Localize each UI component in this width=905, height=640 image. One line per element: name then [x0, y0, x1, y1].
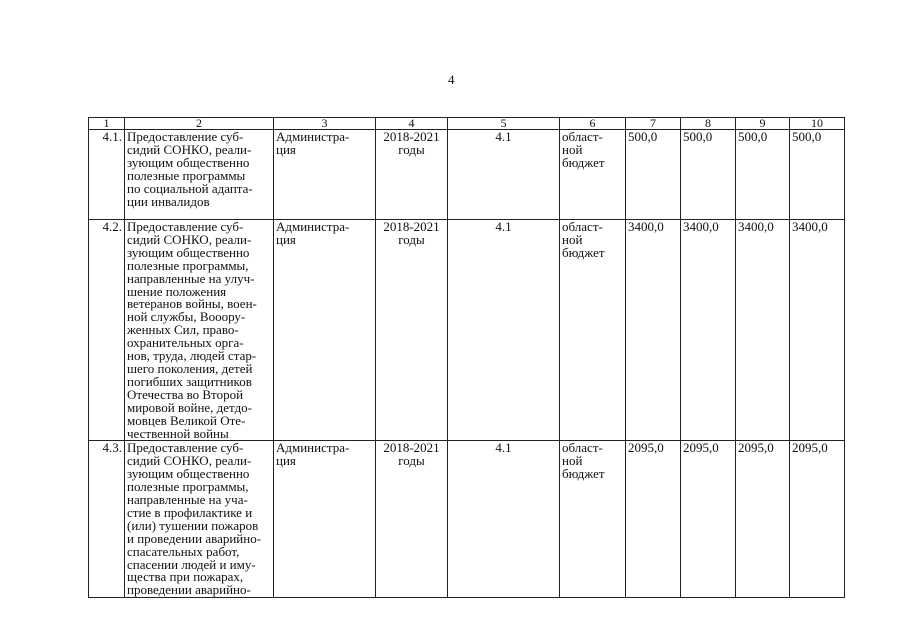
row-funding-source-line: област- — [562, 219, 603, 234]
row-description-line: шего поколения, детей — [127, 360, 253, 376]
row-description-line: чественной войны — [127, 425, 229, 441]
row-value-2021: 500,0 — [790, 130, 845, 220]
row-number: 4.3. — [89, 441, 125, 598]
row-funding-source-line: ной — [562, 453, 583, 469]
row-executor-line: ция — [276, 231, 296, 247]
row-description-line: Предоставление суб- — [127, 219, 244, 234]
row-description-line: полезные программы, — [127, 257, 249, 273]
row-number: 4.2. — [89, 220, 125, 441]
row-description-line: полезные программы — [127, 167, 246, 183]
row-description-line: зующим общественно — [127, 466, 250, 482]
row-description-line: (или) тушении пожаров — [127, 517, 259, 533]
row-value-2019: 2095,0 — [681, 441, 736, 598]
row-period — [376, 130, 448, 220]
row-executor-line: ция — [276, 453, 296, 469]
row-description-line: сидий СОНКО, реали- — [127, 453, 252, 469]
row-description-line: сидий СОНКО, реали- — [127, 141, 252, 157]
column-header: 5 — [448, 118, 560, 130]
program-table — [88, 117, 845, 598]
row-funding-source-line: ной — [562, 141, 583, 157]
row-executor — [274, 130, 376, 220]
row-funding-source — [560, 441, 626, 598]
row-executor-line: Администра- — [276, 129, 350, 144]
row-period-line: годы — [398, 141, 425, 157]
row-description-line: спасении людей и иму- — [127, 556, 256, 572]
row-description-line: Предоставление суб- — [127, 129, 244, 144]
row-description-line: мировой войне, детдо- — [127, 399, 253, 415]
row-funding-source-line: област- — [562, 129, 603, 144]
row-description-line: ветеранов войны, воен- — [127, 296, 257, 312]
row-description-line: по социальной адапта- — [127, 180, 253, 196]
row-description-line: мовцев Великой Оте- — [127, 412, 246, 428]
column-header: 10 — [790, 118, 845, 130]
row-number: 4.1. — [89, 130, 125, 220]
row-executor-line: Администра- — [276, 440, 350, 456]
row-description-line: Отечества во Второй — [127, 386, 244, 402]
row-value-2019: 500,0 — [681, 130, 736, 220]
row-description-line: и проведении аварийно- — [127, 530, 262, 546]
column-header: 7 — [626, 118, 681, 130]
row-description — [125, 441, 274, 598]
table-row — [89, 441, 845, 598]
column-header: 3 — [274, 118, 376, 130]
page-number: 4 — [448, 72, 455, 87]
row-value-2020: 3400,0 — [736, 220, 790, 441]
column-header: 6 — [560, 118, 626, 130]
row-period-line: 2018-2021 — [383, 219, 440, 234]
row-description-line: стие в профилактике и — [127, 504, 253, 520]
table-row — [89, 130, 845, 220]
row-period-line: годы — [398, 231, 425, 247]
row-executor-line: ция — [276, 141, 296, 157]
row-description-line: женных Сил, право- — [127, 322, 239, 338]
row-funding-source-line: бюджет — [562, 244, 605, 260]
row-period-line: 2018-2021 — [383, 129, 440, 144]
row-description-line: направленные на уча- — [127, 492, 248, 508]
column-header: 1 — [89, 118, 125, 130]
row-description-line: ной службы, Вооору- — [127, 309, 246, 325]
row-period — [376, 220, 448, 441]
row-period — [376, 441, 448, 598]
row-indicator: 4.1 — [448, 130, 560, 220]
row-funding-source-line: бюджет — [562, 466, 605, 482]
row-period-line: 2018-2021 — [383, 440, 440, 456]
row-indicator: 4.1 — [448, 441, 560, 598]
row-value-2018: 3400,0 — [626, 220, 681, 441]
column-number-row — [89, 118, 845, 130]
column-header: 9 — [736, 118, 790, 130]
row-description-line: сидий СОНКО, реали- — [127, 231, 252, 247]
row-description-line: спасательных работ, — [127, 543, 240, 559]
column-header: 4 — [376, 118, 448, 130]
row-value-2021: 2095,0 — [790, 441, 845, 598]
table-row — [89, 220, 845, 441]
row-description-line: зующим общественно — [127, 154, 250, 170]
row-executor — [274, 220, 376, 441]
row-value-2021: 3400,0 — [790, 220, 845, 441]
row-funding-source — [560, 220, 626, 441]
row-funding-source — [560, 130, 626, 220]
row-value-2019: 3400,0 — [681, 220, 736, 441]
column-header: 2 — [125, 118, 274, 130]
row-funding-source-line: бюджет — [562, 154, 605, 170]
row-description — [125, 130, 274, 220]
row-executor-line: Администра- — [276, 219, 350, 234]
row-executor — [274, 441, 376, 598]
row-description-line: шение положения — [127, 283, 227, 299]
column-header: 8 — [681, 118, 736, 130]
row-description-line: зующим общественно — [127, 244, 250, 260]
row-description-line: полезные программы, — [127, 479, 249, 495]
row-description-line: Предоставление суб- — [127, 440, 244, 456]
row-value-2018: 2095,0 — [626, 441, 681, 598]
row-description-line: ции инвалидов — [127, 193, 210, 209]
row-period-line: годы — [398, 453, 425, 469]
row-description-line: направленные на улуч- — [127, 270, 255, 286]
row-funding-source-line: ной — [562, 231, 583, 247]
row-value-2018: 500,0 — [626, 130, 681, 220]
row-indicator: 4.1 — [448, 220, 560, 441]
row-description-line: нов, труда, людей стар- — [127, 348, 257, 364]
row-description-line: охранительных орга- — [127, 335, 244, 351]
row-value-2020: 500,0 — [736, 130, 790, 220]
row-funding-source-line: област- — [562, 440, 603, 456]
row-description-line: проведении аварийно- — [127, 582, 251, 598]
row-description-line: щества при пожарах, — [127, 569, 244, 585]
row-value-2020: 2095,0 — [736, 441, 790, 598]
row-description-line: погибших защитников — [127, 373, 252, 389]
row-description — [125, 220, 274, 441]
